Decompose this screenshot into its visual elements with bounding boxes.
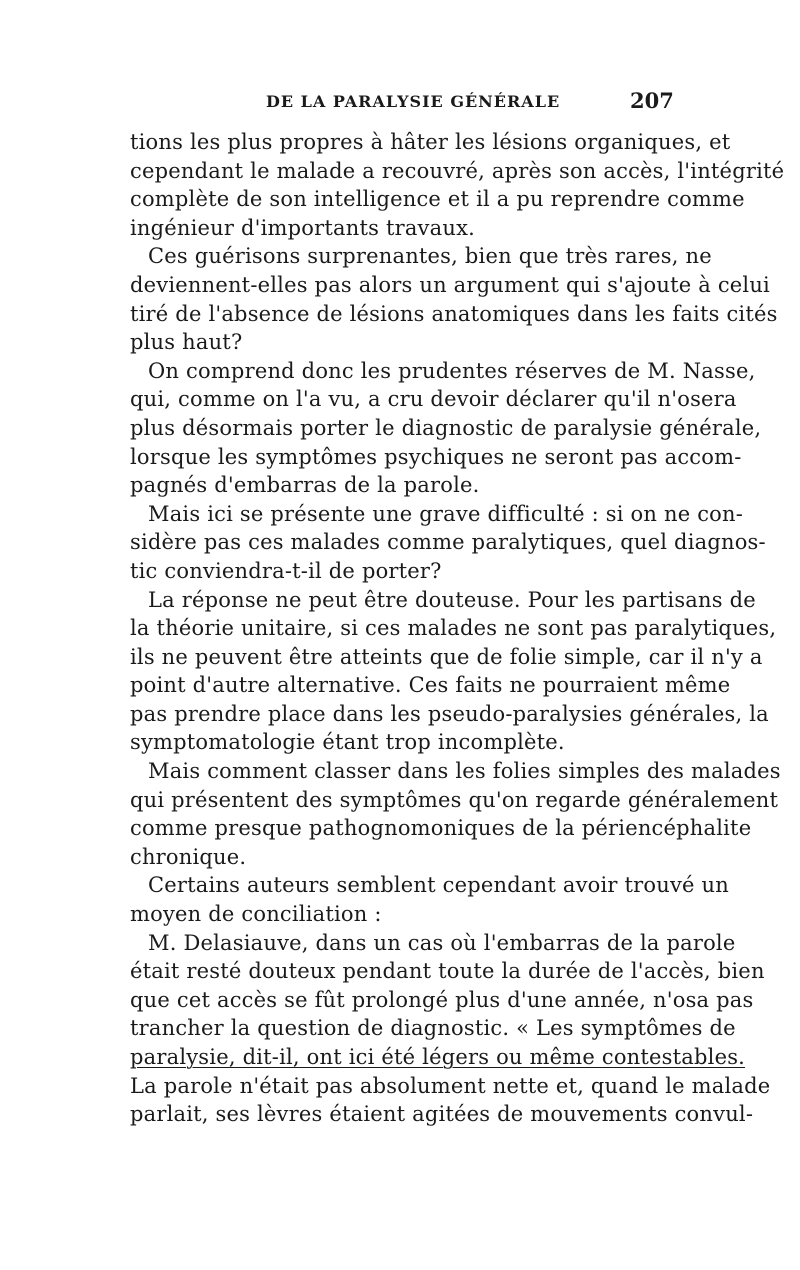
text-line: plus désormais porter le diagnostic de paralysie générale, xyxy=(130,415,762,440)
text-line: tic conviendra-t-il de porter? xyxy=(130,558,442,583)
text-line: parlait, ses lèvres étaient agitées de mouvements convul- xyxy=(130,1102,754,1127)
page-number: 207 xyxy=(630,88,674,113)
text-line: pagnés d'embarras de la parole. xyxy=(130,473,480,498)
text-line: Certains auteurs semblent cependant avoir trouvé un xyxy=(148,873,729,898)
text-line: était resté douteux pendant toute la durée de l'accès, bien xyxy=(130,959,765,984)
text-line: ils ne peuvent être atteints que de folie simple, car il n'y a xyxy=(130,644,763,669)
body-text xyxy=(130,128,785,1129)
text-line: plus haut? xyxy=(130,330,243,355)
text-line: Mais comment classer dans les folies simples des malades xyxy=(148,759,781,784)
text-line: tiré de l'absence de lésions anatomiques dans les faits cités xyxy=(130,301,778,326)
text-line: symptomatologie étant trop incomplète. xyxy=(130,730,565,755)
text-line: On comprend donc les prudentes réserves de M. Nasse, xyxy=(148,358,756,383)
text-line: complète de son intelligence et il a pu reprendre comme xyxy=(130,187,745,212)
text-line: La réponse ne peut être douteuse. Pour les partisans de xyxy=(148,587,756,612)
text-line: cependant le malade a recouvré, après son accès, l'intégrité xyxy=(130,158,785,183)
text-line: M. Delasiauve, dans un cas où l'embarras de la parole xyxy=(148,930,736,955)
text-line: chronique. xyxy=(130,844,247,869)
text-line: lorsque les symptômes psychiques ne seront pas accom- xyxy=(130,444,742,469)
text-line: tions les plus propres à hâter les lésions organiques, et xyxy=(130,130,731,154)
text-line: paralysie, dit-il, ont ici été légers ou même contestables. xyxy=(130,1045,746,1069)
text-line: pas prendre place dans les pseudo-paralysies générales, la xyxy=(130,701,769,726)
text-line: point d'autre alternative. Ces faits ne pourraient même xyxy=(130,673,731,698)
text-line: comme presque pathognomoniques de la périencéphalite xyxy=(130,816,752,841)
text-line: sidère pas ces malades comme paralytiques, quel diagnos- xyxy=(130,530,766,555)
text-line: La parole n'était pas absolument nette et, quand le malade xyxy=(130,1073,771,1098)
text-line: ingénieur d'importants travaux. xyxy=(130,215,475,240)
text-line: qui, comme on l'a vu, a cru devoir déclarer qu'il n'osera xyxy=(130,387,737,412)
text-line: trancher la question de diagnostic. « Les symptômes de xyxy=(130,1016,736,1041)
text-line: moyen de conciliation : xyxy=(130,902,382,927)
text-line: deviennent-elles pas alors un argument qui s'ajoute à celui xyxy=(130,272,770,297)
text-line: la théorie unitaire, si ces malades ne sont pas paralytiques, xyxy=(130,616,777,641)
text-line: que cet accès se fût prolongé plus d'une année, n'osa pas xyxy=(130,987,754,1012)
text-line: Mais ici se présente une grave difficulté : si on ne con- xyxy=(148,501,744,526)
running-title: DE LA PARALYSIE GÉNÉRALE xyxy=(266,92,561,111)
text-line: qui présentent des symptômes qu'on regarde généralement xyxy=(130,787,779,812)
text-line: Ces guérisons surprenantes, bien que très rares, ne xyxy=(148,244,712,269)
